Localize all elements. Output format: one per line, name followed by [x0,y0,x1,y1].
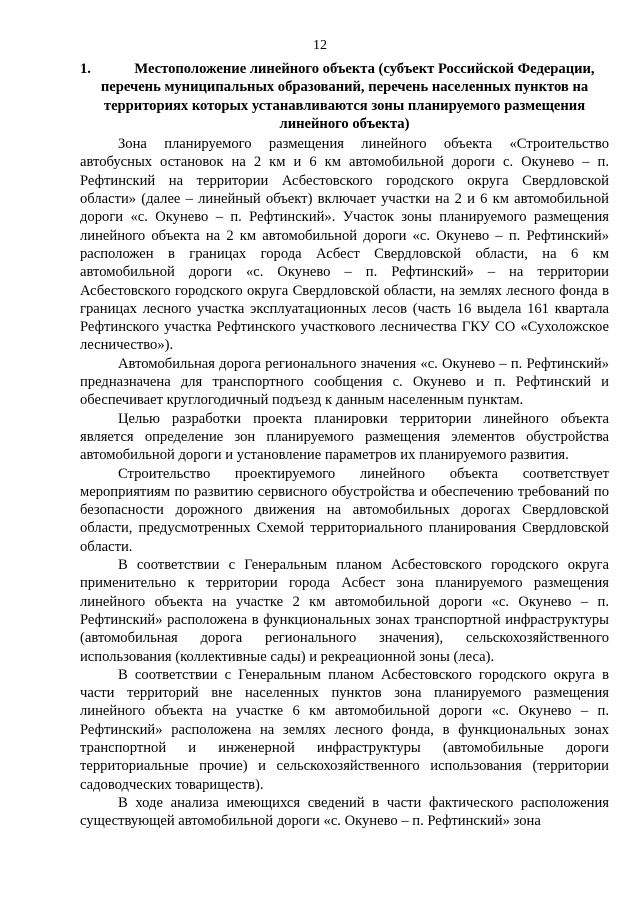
paragraph-general-plan-2km: В соответствии с Генеральным планом Асбестовского городского округа применительно к территории города Асбест зона планируемого размещения линейного объекта на участке 2 км автомобильной дороги «с. Окунево – п. Рефтинский» расположена в функциональных зонах транспортной инфраструктуры (автомобильная дорога регионального значения), сельскохозяйственного использования (коллективные сады) и рекреационной зоны (леса). [80,557,609,665]
page-content [80,60,609,830]
section-title: Местоположение линейного объекта (субъект Российской Федерации, перечень муниципальных образований, перечень населенных пунктов на территориях которых устанавливаются зоны планируемого размещения линейного объекта) [100,61,595,132]
paragraph-construction-compliance: Строительство проектируемого линейного объекта соответствует мероприятиям по развитию сервисного обустройства и обеспечению требований по безопасности дорожного движения на автомобильных дорогах Свердловской области, предусмотренных Схемой территориального планирования Свердловской области. [80,465,609,555]
section-heading [80,60,609,133]
paragraph-zone-location: Зона планируемого размещения линейного объекта «Строительство автобусных остановок на 2 км и 6 км автомобильной дороги с. Окунево – п. Рефтинский на территории Асбестовского городского округа Свердловской области» (далее – линейный объект) включает участки на 2 и 6 км автомобильной дороги «с. Окунево – п. Рефтинский». Участок зоны планируемого размещения линейного объекта на 2 км автомобильной дороги «с. Окунево – п. Рефтинский» расположен в границах города Асбест Свердловской области, на 6 км автомобильной дороги «с. Окунево – п. Рефтинский» – на территории Асбестовского городского округа Свердловской области, на землях лесного фонда в границах лесного участка эксплуатационных лесов (часть 16 выдела 161 квартала Рефтинского участка Рефтинского участкового лесничества ГКУ СО «Сухоложское лесничество»). [80,136,609,354]
paragraph-general-plan-6km: В соответствии с Генеральным планом Асбестовского городского округа в части территорий вне населенных пунктов зона планируемого размещения линейного объекта на участке 6 км автомобильной дороги «с. Окунево – п. Рефтинский» расположена на землях лесного фонда, в функциональных зонах транспортной и инженерной инфраструктуры (автомобильные дороги территориальные прочие) и сельскохозяйственного использования (территории садоводческих товариществ). [80,666,609,793]
page-number: 12 [313,38,327,53]
paragraph-road-purpose: Автомобильная дорога регионального значения «с. Окунево – п. Рефтинский» предназначена для транспортного сообщения с. Окунево и п. Рефтинский и обеспечивает круглогодичный подъезд к данным населенным пунктам. [80,355,609,409]
section-number: 1. [80,61,91,77]
paragraph-project-goal: Целью разработки проекта планировки территории линейного объекта является определение зон планируемого размещения элементов обустройства автомобильной дороги и установление параметров их планируемого развития. [80,410,609,464]
paragraph-analysis: В ходе анализа имеющихся сведений в части фактического расположения существующей автомобильной дороги «с. Окунево – п. Рефтинский» зона [80,794,609,830]
